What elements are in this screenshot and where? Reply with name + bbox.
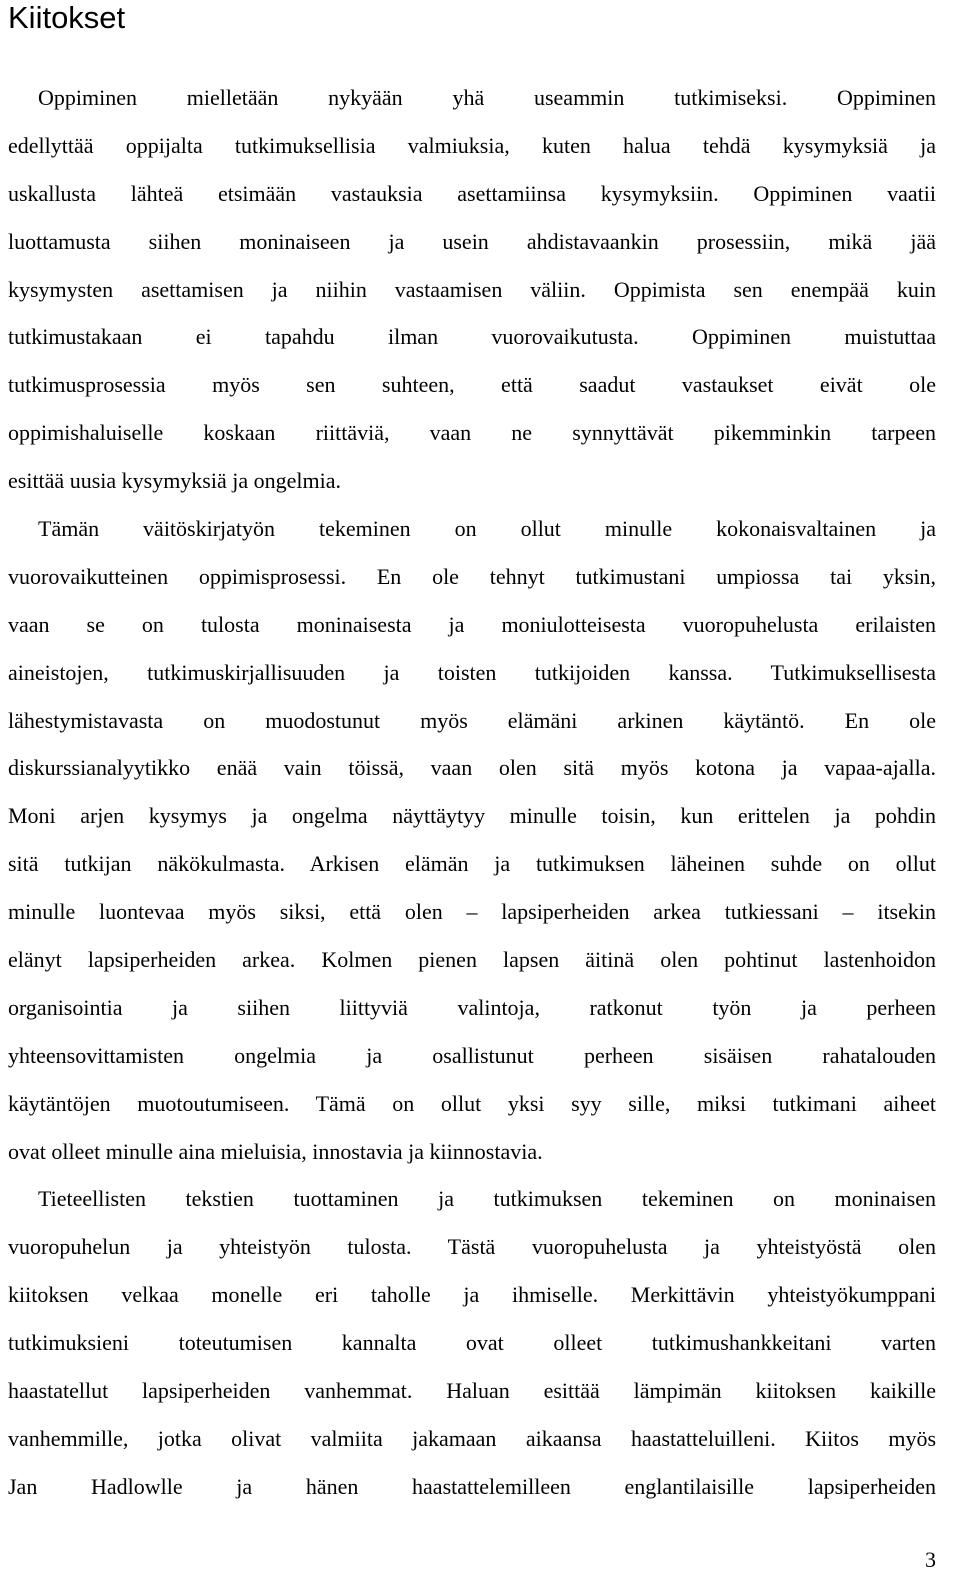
text-line: minulle luontevaa myös siksi, että olen – lapsiperheiden arkea tutkiessani – itsekin xyxy=(8,899,936,925)
text-line: edellyttää oppijalta tutkimuksellisia valmiuksia, kuten halua tehdä kysymyksiä ja xyxy=(8,132,936,158)
text-line: vuoropuhelun ja yhteistyön tulosta. Tästä vuoropuhelusta ja yhteistyöstä olen xyxy=(8,1234,936,1260)
text-line: Tieteellisten tekstien tuottaminen ja tutkimuksen tekeminen on moninaisen xyxy=(38,1186,936,1212)
text-line: uskallusta lähteä etsimään vastauksia asettamiinsa kysymyksiin. Oppiminen vaatii xyxy=(8,180,936,206)
text-line: ovat olleet minulle aina mieluisia, innostavia ja kiinnostavia. xyxy=(8,1138,543,1164)
text-line: yhteensovittamisten ongelmia ja osallistunut perheen sisäisen rahatalouden xyxy=(8,1042,936,1068)
text-line: Tämän väitöskirjatyön tekeminen on ollut minulle kokonaisvaltainen ja xyxy=(38,516,936,542)
text-line: kysymysten asettamisen ja niihin vastaamisen väliin. Oppimista sen enempää kuin xyxy=(8,276,936,302)
text-line: vuorovaikutteinen oppimisprosessi. En ole tehnyt tutkimustani umpiossa tai yksin, xyxy=(8,563,936,589)
text-line: elänyt lapsiperheiden arkea. Kolmen pienen lapsen äitinä olen pohtinut lastenhoidon xyxy=(8,947,936,973)
text-line: diskurssianalyytikko enää vain töissä, vaan olen sitä myös kotona ja vapaa-ajalla. xyxy=(8,755,936,781)
page-number: 3 xyxy=(925,1547,936,1572)
text-line: organisointia ja siihen liittyviä valintoja, ratkonut työn ja perheen xyxy=(8,994,936,1020)
text-line: luottamusta siihen moninaiseen ja usein ahdistavaankin prosessiin, mikä jää xyxy=(8,228,936,254)
text-line: tutkimusprosessia myös sen suhteen, että saadut vastaukset eivät ole xyxy=(8,372,936,398)
text-line: vaan se on tulosta moninaisesta ja moniulotteisesta vuoropuhelusta erilaisten xyxy=(8,611,936,637)
text-line: oppimishaluiselle koskaan riittäviä, vaan ne synnyttävät pikemminkin tarpeen xyxy=(8,420,936,446)
text-line: Moni arjen kysymys ja ongelma näyttäytyy minulle toisin, kun erittelen ja pohdin xyxy=(8,803,936,829)
text-line: esittää uusia kysymyksiä ja ongelmia. xyxy=(8,468,341,494)
body-text xyxy=(8,74,936,1511)
text-line: vanhemmille, jotka olivat valmiita jakamaan aikaansa haastatteluilleni. Kiitos myös xyxy=(8,1425,936,1451)
text-line: aineistojen, tutkimuskirjallisuuden ja toisten tutkijoiden kanssa. Tutkimuksellisesta xyxy=(8,659,936,685)
text-line: kiitoksen velkaa monelle eri taholle ja ihmiselle. Merkittävin yhteistyökumppani xyxy=(8,1282,936,1308)
text-line: lähestymistavasta on muodostunut myös elämäni arkinen käytäntö. En ole xyxy=(8,707,936,733)
text-line: Oppiminen mielletään nykyään yhä useammin tutkimiseksi. Oppiminen xyxy=(38,85,936,110)
paragraph-3 xyxy=(8,1175,936,1510)
text-line: Jan Hadlowlle ja hänen haastattelemilleen englantilaisille lapsiperheiden xyxy=(8,1473,936,1499)
text-line: käytäntöjen muotoutumiseen. Tämä on ollut yksi syy sille, miksi tutkimani aiheet xyxy=(8,1090,936,1116)
text-line: haastatellut lapsiperheiden vanhemmat. Haluan esittää lämpimän kiitoksen kaikille xyxy=(8,1378,936,1404)
text-line: tutkimustakaan ei tapahdu ilman vuorovaikutusta. Oppiminen muistuttaa xyxy=(8,324,936,350)
text-line: tutkimuksieni toteutumisen kannalta ovat olleet tutkimushankkeitani varten xyxy=(8,1330,936,1356)
paragraph-1 xyxy=(8,74,936,505)
paragraph-2 xyxy=(8,505,936,1175)
page-heading: Kiitokset xyxy=(8,0,126,35)
text-line: sitä tutkijan näkökulmasta. Arkisen elämän ja tutkimuksen läheinen suhde on ollut xyxy=(8,851,936,877)
